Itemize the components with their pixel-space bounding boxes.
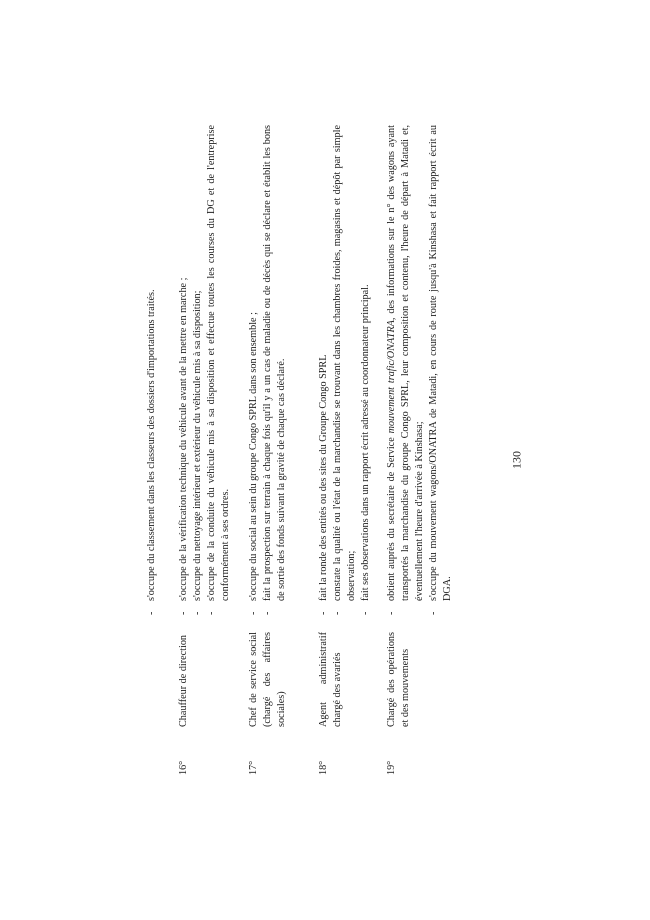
task-item: [385, 125, 427, 615]
function-title: Chef de service social (chargé des affaires sociales): [248, 632, 287, 727]
task-list: [177, 125, 233, 615]
page-number: 130: [509, 451, 524, 469]
row-number: 16°: [178, 760, 189, 775]
task-list: [385, 125, 455, 615]
function-title: Chargé des opérations et des mouvements: [386, 632, 411, 727]
task-item: - s'occupe du mouvement wagons/ONATRA de Matadi, en cours de route jusqu'à Kinshasa et fait rapport écrit au DGA.: [427, 125, 455, 615]
task-list: [317, 125, 373, 615]
function-title: Chauffeur de direction: [178, 634, 189, 727]
task-item: - fait la ronde des entités ou des sites du Groupe Congo SPRL: [317, 125, 331, 615]
row-number: 19°: [386, 760, 397, 775]
row-number: 18°: [318, 760, 329, 775]
row-number: 17°: [248, 760, 259, 775]
task-item: - s'occupe du nettoyage intérieur et extérieur du véhicule mis à sa disposition;: [191, 125, 205, 615]
task-item: - fait ses observations dans un rapport écrit adressé au coordonnateur principal.: [359, 125, 373, 615]
task-list: [145, 125, 159, 615]
task-item: - s'occupe du social au sein du groupe Congo SPRL dans son ensemble ;: [247, 125, 261, 615]
task-text: , des informations sur le n° des wagons ayant transportés la marchandise du groupe Congo SPRL, leur composition et contenu, l'heure de départ à Matadi et, éventuellement l'heure d'arrivée à Kinshasa;: [386, 125, 425, 601]
task-item: - s'occupe de la vérification technique du véhicule avant de la mettre en marche ;: [177, 125, 191, 615]
task-item: - s'occupe du classement dans les classeurs des dossiers d'importations traités.: [145, 125, 159, 615]
task-text: obtient auprès du secrétaire de Service: [386, 433, 397, 601]
task-item: - constate la qualité ou l'état de la marchandise se trouvant dans les chambres froides, magasins et dépôt par simple observation;: [331, 125, 359, 615]
task-list: [247, 125, 289, 615]
task-item: - fait la prospection sur terrain à chaque fois qu'il y a un cas de maladie ou de décès qui se déclare et établit les bons de sortie des fonds suivant la gravité de chaque cas déclaré.: [261, 125, 289, 615]
rotated-table: [145, 125, 453, 775]
task-emphasis: mouvement trafic/ONATRA: [386, 320, 397, 434]
task-item: - s'occupe de la conduite du véhicule mis à sa disposition et effectue toutes les courses du DG et de l'entreprise conformément à ses ordres.: [205, 125, 233, 615]
function-title: Agent administratif chargé des avariés: [318, 632, 343, 727]
